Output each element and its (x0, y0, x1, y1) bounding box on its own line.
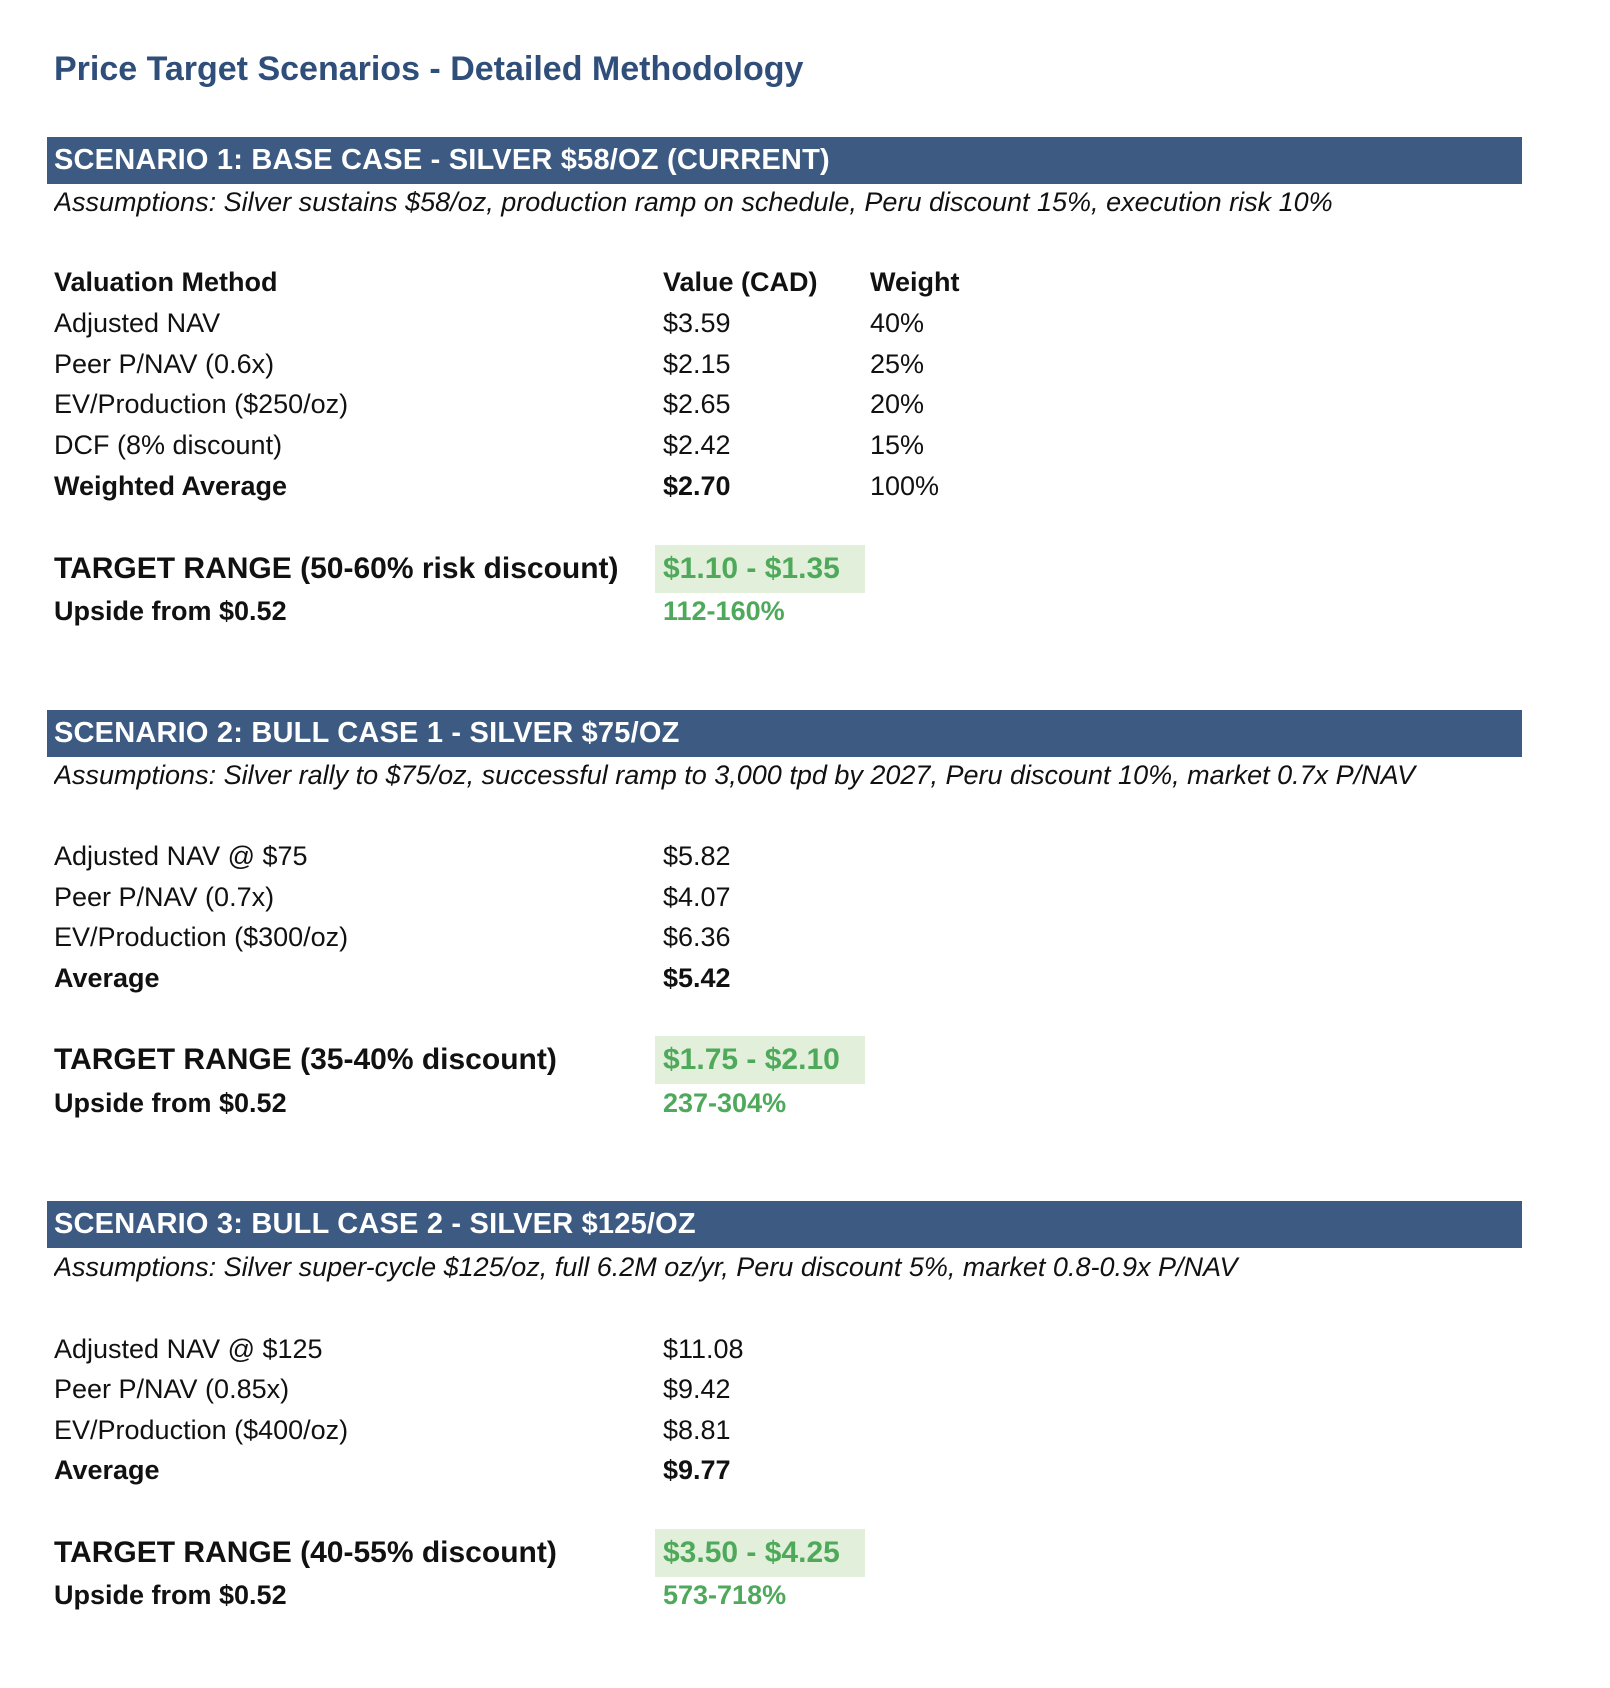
total-row (0, 471, 1610, 511)
table-header-row (0, 267, 1610, 307)
scenario-1-target-box (655, 545, 865, 593)
table-row (0, 1374, 1610, 1414)
value-cell: $5.82 (663, 841, 731, 871)
total-method: Weighted Average (54, 471, 288, 501)
scenario-2-target-value: $1.75 - $2.10 (663, 1043, 840, 1076)
total-value: $9.77 (663, 1455, 731, 1485)
scenario-1-upside-label: Upside from $0.52 (54, 596, 287, 626)
table-row (0, 922, 1610, 962)
weight-cell: 40% (870, 308, 925, 338)
value-cell: $4.07 (663, 882, 731, 912)
value-cell: $9.42 (663, 1374, 731, 1404)
column-header-method: Valuation Method (54, 267, 278, 297)
page-title: Price Target Scenarios - Detailed Methodology (54, 50, 804, 88)
scenario-2-target-label: TARGET RANGE (35-40% discount) (54, 1043, 557, 1076)
method-cell: Peer P/NAV (0.85x) (54, 1374, 290, 1404)
scenario-1-upside-value: 112-160% (663, 596, 785, 626)
scenario-2-header: SCENARIO 2: BULL CASE 1 - SILVER $75/OZ (54, 717, 680, 749)
method-cell: Peer P/NAV (0.6x) (54, 349, 275, 379)
method-cell: EV/Production ($400/oz) (54, 1415, 349, 1445)
method-cell: Peer P/NAV (0.7x) (54, 882, 275, 912)
scenario-2-target-box (655, 1036, 865, 1084)
total-value: $5.42 (663, 963, 731, 993)
column-header-weight: Weight (870, 267, 960, 297)
method-cell: Adjusted NAV (54, 308, 221, 338)
table-row (0, 841, 1610, 881)
value-cell: $8.81 (663, 1415, 731, 1445)
table-row (0, 1334, 1610, 1374)
scenario-3-target-box (655, 1529, 865, 1577)
scenario-3-upside-label: Upside from $0.52 (54, 1580, 287, 1610)
weight-cell: 25% (870, 349, 925, 379)
scenario-1-target-label: TARGET RANGE (50-60% risk discount) (54, 552, 619, 585)
weight-cell: 20% (870, 389, 925, 419)
value-cell: $2.65 (663, 389, 731, 419)
scenario-1-header: SCENARIO 1: BASE CASE - SILVER $58/OZ (CURRENT) (54, 144, 830, 176)
table-row (0, 349, 1610, 389)
table-row (0, 308, 1610, 348)
method-cell: Adjusted NAV @ $75 (54, 841, 308, 871)
scenario-1-assumptions: Assumptions: Silver sustains $58/oz, production ramp on schedule, Peru discount 15%, execution risk 10% (54, 187, 1333, 217)
value-cell: $3.59 (663, 308, 731, 338)
table-row (0, 882, 1610, 922)
value-cell: $2.42 (663, 430, 731, 460)
method-cell: Adjusted NAV @ $125 (54, 1334, 323, 1364)
scenario-3-header-bar (47, 1201, 1522, 1248)
scenario-2-upside-value: 237-304% (663, 1088, 787, 1118)
table-row (0, 1415, 1610, 1455)
value-cell: $11.08 (663, 1334, 744, 1364)
scenario-2-upside-label: Upside from $0.52 (54, 1088, 287, 1118)
total-value: $2.70 (663, 471, 731, 501)
scenario-3-header: SCENARIO 3: BULL CASE 2 - SILVER $125/OZ (54, 1208, 696, 1240)
total-method: Average (54, 963, 160, 993)
method-cell: EV/Production ($250/oz) (54, 389, 349, 419)
scenario-1-target-value: $1.10 - $1.35 (663, 552, 840, 585)
total-method: Average (54, 1455, 160, 1485)
scenario-3-assumptions: Assumptions: Silver super-cycle $125/oz, full 6.2M oz/yr, Peru discount 5%, market 0.8-0.9x P/NAV (54, 1252, 1238, 1282)
table-row (0, 430, 1610, 470)
scenario-3-target-label: TARGET RANGE (40-55% discount) (54, 1536, 557, 1569)
value-cell: $6.36 (663, 922, 731, 952)
scenario-2-header-bar (47, 710, 1522, 757)
weight-cell: 15% (870, 430, 925, 460)
total-row (0, 963, 1610, 1003)
scenario-2-assumptions: Assumptions: Silver rally to $75/oz, successful ramp to 3,000 tpd by 2027, Peru discount 10%, market 0.7x P/NAV (54, 760, 1416, 790)
scenario-1-header-bar (47, 137, 1522, 184)
method-cell: DCF (8% discount) (54, 430, 283, 460)
table-row (0, 389, 1610, 429)
total-weight: 100% (870, 471, 940, 501)
scenario-3-target-value: $3.50 - $4.25 (663, 1536, 840, 1569)
method-cell: EV/Production ($300/oz) (54, 922, 349, 952)
total-row (0, 1455, 1610, 1495)
value-cell: $2.15 (663, 349, 731, 379)
scenario-3-upside-value: 573-718% (663, 1580, 787, 1610)
column-header-value: Value (CAD) (663, 267, 818, 297)
